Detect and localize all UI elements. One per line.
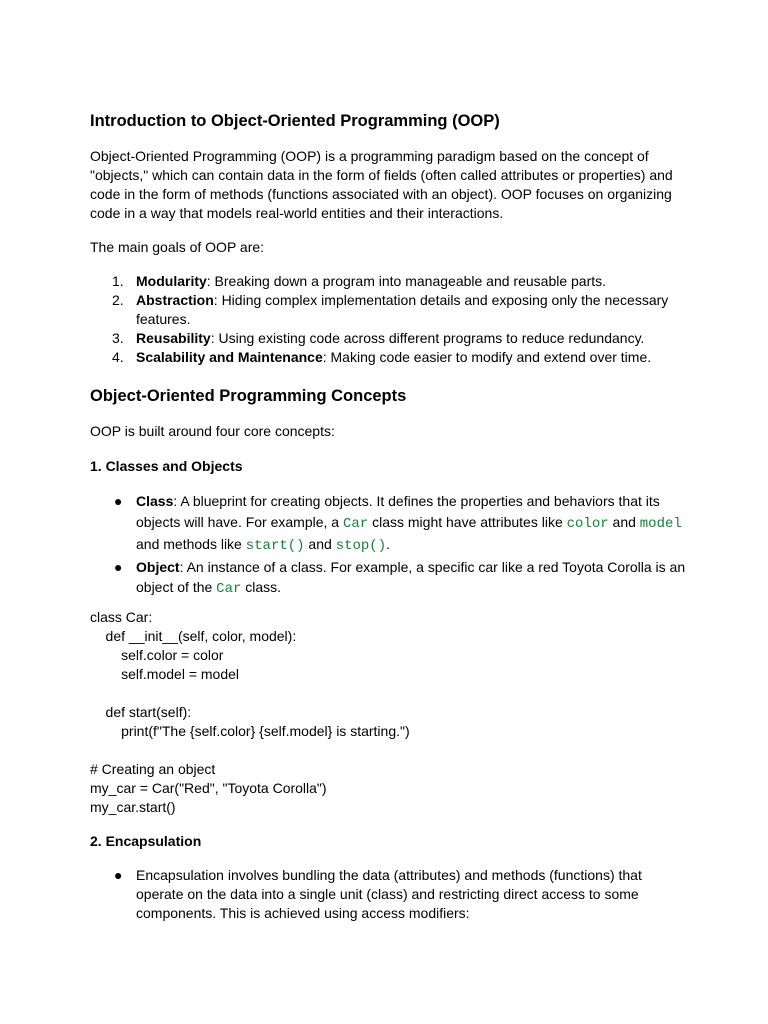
text-run: : An instance of a class. For example, a specific car like a red Toyota Corolla is an object of the: [136, 558, 686, 595]
text-run: : A blueprint for creating objects. It defines the properties and behaviors that its objects will have. For example, a: [136, 493, 660, 530]
inline-code: model: [639, 515, 682, 532]
list-item-class: [90, 491, 690, 557]
page-title: Introduction to Object-Oriented Programming (OOP): [90, 112, 500, 130]
code-line: self.color = color: [90, 647, 224, 663]
bullet-icon: ●: [114, 558, 123, 575]
class-term: Class: [136, 493, 174, 509]
concepts-heading: Object-Oriented Programming Concepts: [90, 387, 407, 405]
list-item: [90, 329, 690, 348]
code-line: [90, 684, 690, 703]
code-line: print(f"The {self.color} {self.model} is starting."): [90, 723, 410, 739]
goal-term: Modularity: [136, 273, 207, 289]
list-item: [90, 291, 690, 329]
goal-term: Scalability and Maintenance: [136, 349, 323, 365]
inline-code: color: [566, 515, 609, 532]
inline-code: Car: [342, 515, 369, 532]
code-line: my_car.start(): [90, 799, 176, 815]
text-run: class.: [241, 579, 282, 595]
list-item: [90, 272, 690, 291]
goals-intro: The main goals of OOP are:: [90, 239, 265, 255]
goal-term: Reusability: [136, 330, 211, 346]
section1-list: [90, 491, 690, 600]
list-item: [90, 348, 690, 367]
bullet-icon: ●: [114, 867, 123, 883]
list-item-object: [90, 557, 690, 600]
goal-text: : Hiding complex implementation details and exposing only the necessary features.: [136, 292, 669, 327]
code-line: class Car:: [90, 609, 153, 625]
code-line: def __init__(self, color, model):: [90, 628, 297, 644]
text-run: and: [304, 536, 336, 552]
bullet-icon: ●: [114, 493, 123, 509]
list-number: 4.: [112, 349, 124, 365]
code-line: self.model = model: [90, 666, 240, 682]
list-number: 3.: [112, 330, 124, 346]
code-line: # Creating an object: [90, 761, 216, 777]
inline-code: Car: [216, 581, 242, 597]
inline-code: stop(): [335, 538, 387, 554]
text-run: and methods like: [136, 536, 246, 552]
goal-text: : Breaking down a program into manageable and reusable parts.: [206, 273, 607, 289]
goal-text: : Using existing code across different programs to reduce redundancy.: [210, 330, 645, 346]
code-block: [90, 608, 690, 817]
object-term: Object: [136, 558, 180, 575]
text-run: and: [608, 513, 640, 530]
list-number: 1.: [112, 273, 124, 289]
intro-paragraph: Object-Oriented Programming (OOP) is a programming paradigm based on the concept of "objects," which can contain data in the form of fields (often called attributes or properties) and code in the form of methods (functions associated with an object). OOP focuses on organizing code in a way that models real-world entities and their interactions.: [90, 148, 673, 221]
code-line: def start(self):: [90, 704, 192, 720]
goals-list: [90, 272, 690, 367]
section2-list: [90, 866, 690, 923]
section2-heading: 2. Encapsulation: [90, 833, 202, 849]
text-run: class might have attributes like: [368, 513, 567, 530]
text-run: .: [386, 536, 390, 552]
goal-text: : Making code easier to modify and extend over time.: [322, 349, 652, 365]
concepts-intro: OOP is built around four core concepts:: [90, 423, 335, 439]
section1-heading: 1. Classes and Objects: [90, 458, 243, 474]
inline-code: start(): [245, 538, 305, 554]
code-line: [90, 741, 690, 760]
code-line: my_car = Car("Red", "Toyota Corolla"): [90, 780, 327, 796]
goal-term: Abstraction: [136, 292, 214, 308]
list-number: 2.: [112, 292, 124, 308]
encapsulation-text: Encapsulation involves bundling the data (attributes) and methods (functions) that operate on the data into a single unit (class) and restricting direct access to some components. This is achieved using access modifiers:: [136, 867, 642, 921]
list-item: [90, 866, 690, 923]
